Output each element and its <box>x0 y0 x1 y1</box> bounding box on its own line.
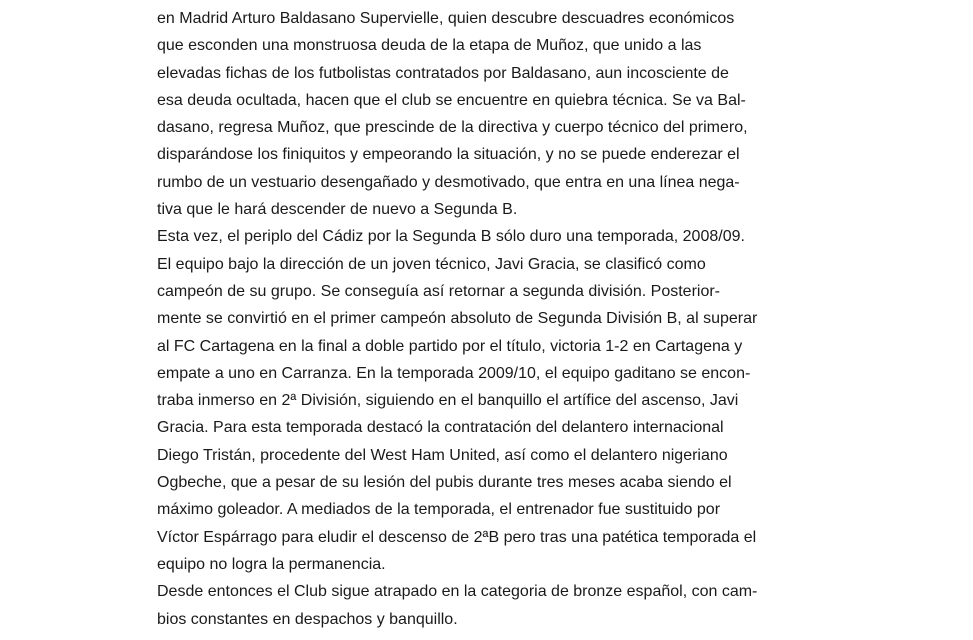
text-line: tiva que le hará descender de nuevo a Segunda B. <box>157 201 518 219</box>
text-line: Víctor Espárrago para eludir el descenso de 2ªB pero tras una patética temporada el <box>157 528 757 546</box>
text-line: Diego Tristán, procedente del West Ham United, así como el delantero nigeriano <box>157 446 728 464</box>
text-line: Gracia. Para esta temporada destacó la contratación del delantero internacional <box>157 419 724 437</box>
text-line: dasano, regresa Muñoz, que prescinde de la directiva y cuerpo técnico del primero, <box>157 119 748 137</box>
text-line: rumbo de un vestuario desengañado y desmotivado, que entra en una línea nega- <box>157 173 740 191</box>
article-text <box>157 5 797 633</box>
text-line: que esconden una monstruosa deuda de la etapa de Muñoz, que unido a las <box>157 37 702 55</box>
text-line: equipo no logra la permanencia. <box>157 555 386 573</box>
text-line: en Madrid Arturo Baldasano Supervielle, quien descubre descuadres económicos <box>157 10 735 27</box>
text-line: Esta vez, el periplo del Cádiz por la Segunda B sólo duro una temporada, 2008/09. <box>157 228 745 246</box>
text-line: al FC Cartagena en la final a doble partido por el título, victoria 1-2 en Cartagena y <box>157 337 743 355</box>
text-line: empate a uno en Carranza. En la temporada 2009/10, el equipo gaditano se encon- <box>157 364 751 382</box>
text-line: Desde entonces el Club sigue atrapado en la categoria de bronze español, con cam- <box>157 583 758 601</box>
text-line: bios constantes en despachos y banquillo. <box>157 610 458 628</box>
text-line: campeón de su grupo. Se conseguía así retornar a segunda división. Posterior- <box>157 282 720 300</box>
text-line: máximo goleador. A mediados de la temporada, el entrenador fue sustituido por <box>157 501 721 519</box>
text-line: elevadas fichas de los futbolistas contratados por Baldasano, aun incosciente de <box>157 64 729 82</box>
text-line: traba inmerso en 2ª División, siguiendo en el banquillo el artífice del ascenso, Javi <box>157 392 739 410</box>
text-line: mente se convirtió en el primer campeón absoluto de Segunda División B, al superar <box>157 310 758 328</box>
text-line: disparándose los finiquitos y empeorando la situación, y no se puede enderezar el <box>157 146 740 164</box>
text-line: esa deuda ocultada, hacen que el club se encuentre en quiebra técnica. Se va Bal- <box>157 91 746 109</box>
text-line: Ogbeche, que a pesar de su lesión del pubis durante tres meses acaba siendo el <box>157 474 732 492</box>
text-line: El equipo bajo la dirección de un joven técnico, Javi Gracia, se clasificó como <box>157 255 706 273</box>
